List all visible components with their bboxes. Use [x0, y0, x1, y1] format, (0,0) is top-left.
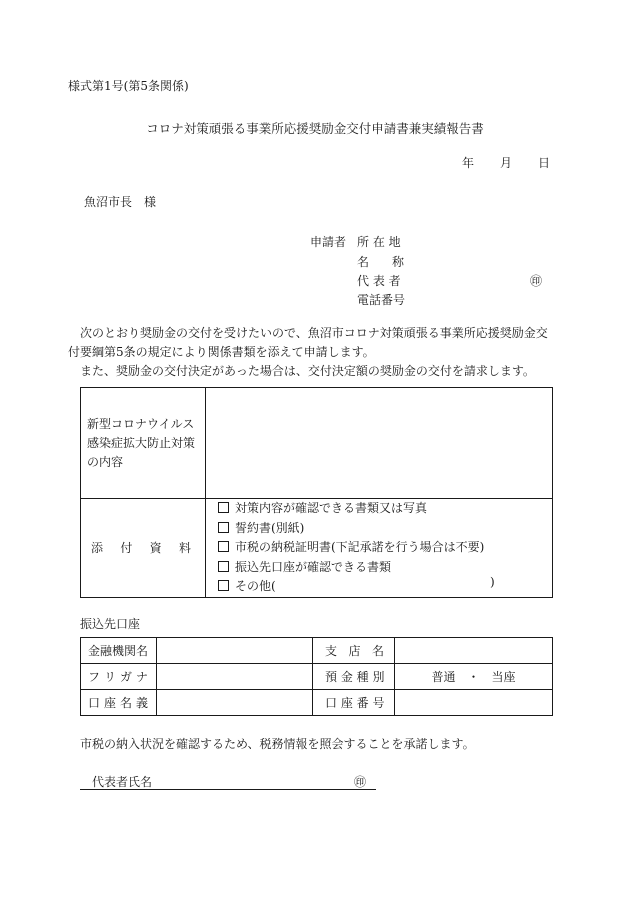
- checkbox[interactable]: [218, 580, 229, 591]
- deposit-type-label: 預 金 種 別: [313, 664, 395, 690]
- institution-label: 金融機関名: [81, 638, 157, 664]
- checkbox[interactable]: [218, 502, 229, 513]
- date-year-label: 年: [462, 156, 475, 170]
- representative-label: 代 表 者: [357, 274, 401, 288]
- institution-field[interactable]: [157, 638, 313, 664]
- attachments-label-char: 料: [178, 541, 191, 556]
- furigana-label-char: リ: [103, 670, 116, 684]
- measures-content-field[interactable]: [206, 388, 553, 499]
- body-paragraph: [68, 324, 554, 381]
- document-title: コロナ対策頑張る事業所応援奨励金交付申請書兼実績報告書: [146, 121, 484, 136]
- signature-label: 代表者氏名: [92, 775, 153, 789]
- holder-label-char: 座: [103, 696, 116, 710]
- body-line-3: また、奨励金の交付決定があった場合は、交付決定額の奨励金の交付を請求します。: [80, 364, 535, 378]
- holder-label-char: 義: [135, 696, 148, 710]
- branch-label: [313, 638, 395, 664]
- checkbox[interactable]: [218, 561, 229, 572]
- other-close-paren: ): [490, 574, 495, 589]
- form-number: 様式第1号(第5条関係): [68, 79, 189, 93]
- bank-row: [81, 638, 553, 664]
- checkbox[interactable]: [218, 522, 229, 533]
- branch-label-char: 名: [371, 644, 384, 658]
- attachment-item: [218, 558, 552, 578]
- application-table: [80, 387, 553, 598]
- attachments-label: [81, 499, 206, 598]
- bank-table: [80, 637, 553, 716]
- account-number-label: 口 座 番 号: [313, 690, 395, 716]
- measures-label-line-1: 新型コロナウイルス: [87, 416, 195, 431]
- attachment-label: 対策内容が確認できる書類又は写真: [235, 501, 428, 515]
- recipient: 魚沼市長 様: [84, 195, 157, 209]
- furigana-label-char: ナ: [135, 670, 148, 684]
- account-holder-label: [81, 690, 157, 716]
- applicant-heading: 申請者: [310, 235, 347, 249]
- seal-mark: ㊞: [530, 274, 543, 288]
- name-label-2: 称: [392, 255, 405, 269]
- attachment-item: [218, 519, 552, 539]
- attachment-label: 誓約書(別紙): [235, 520, 305, 535]
- account-holder-field[interactable]: [157, 690, 313, 716]
- checkbox[interactable]: [218, 541, 229, 552]
- attachments-list: [206, 499, 553, 598]
- measures-label: [81, 388, 206, 499]
- branch-field[interactable]: [395, 638, 553, 664]
- account-number-field[interactable]: [395, 690, 553, 716]
- furigana-label: [81, 664, 157, 690]
- attachment-item: [218, 538, 552, 558]
- phone-label: 電話番号: [357, 293, 406, 307]
- bank-row: [81, 690, 553, 716]
- attachment-label: その他(: [235, 579, 276, 593]
- bank-row: [81, 664, 553, 690]
- name-label-1: 名: [357, 255, 370, 269]
- measures-row: [81, 388, 553, 499]
- signature-seal-mark: ㊞: [354, 775, 367, 789]
- body-line-1: 次のとおり奨励金の交付を受けたいので、魚沼市コロナ対策頑張る事業所応援奨励金交: [80, 326, 548, 340]
- furigana-label-char: ガ: [119, 670, 132, 684]
- body-line-2: 付要綱第5条の規定により関係書類を添えて申請します。: [68, 345, 375, 359]
- signature-line[interactable]: [80, 776, 376, 790]
- attachment-label: 市税の納税証明書(下記承諾を行う場合は不要): [235, 540, 485, 554]
- attachments-label-char: 資: [149, 541, 162, 556]
- attachment-item: [218, 574, 552, 597]
- measures-label-line-2: 感染症拡大防止対策: [87, 435, 196, 450]
- branch-label-char: 店: [348, 644, 361, 658]
- attachments-row: [81, 499, 553, 598]
- attachment-item: [218, 499, 552, 519]
- branch-label-char: 支: [325, 644, 338, 658]
- deposit-type-options[interactable]: 普通 ・ 当座: [395, 664, 553, 690]
- furigana-label-char: フ: [88, 670, 101, 684]
- furigana-field[interactable]: [157, 664, 313, 690]
- holder-label-char: 名: [119, 696, 132, 710]
- date-month-label: 月: [500, 156, 513, 170]
- consent-text: 市税の納入状況を確認するため、税務情報を照会することを承諾します。: [80, 737, 475, 751]
- measures-label-line-3: の内容: [87, 454, 124, 469]
- attachments-label-char: 付: [120, 541, 133, 556]
- address-label: 所 在 地: [357, 235, 401, 249]
- date-day-label: 日: [538, 156, 551, 170]
- holder-label-char: 口: [88, 696, 101, 710]
- attachments-label-char: 添: [91, 541, 104, 556]
- attachment-label: 振込先口座が確認できる書類: [235, 559, 392, 574]
- bank-section-title: 振込先口座: [80, 617, 141, 631]
